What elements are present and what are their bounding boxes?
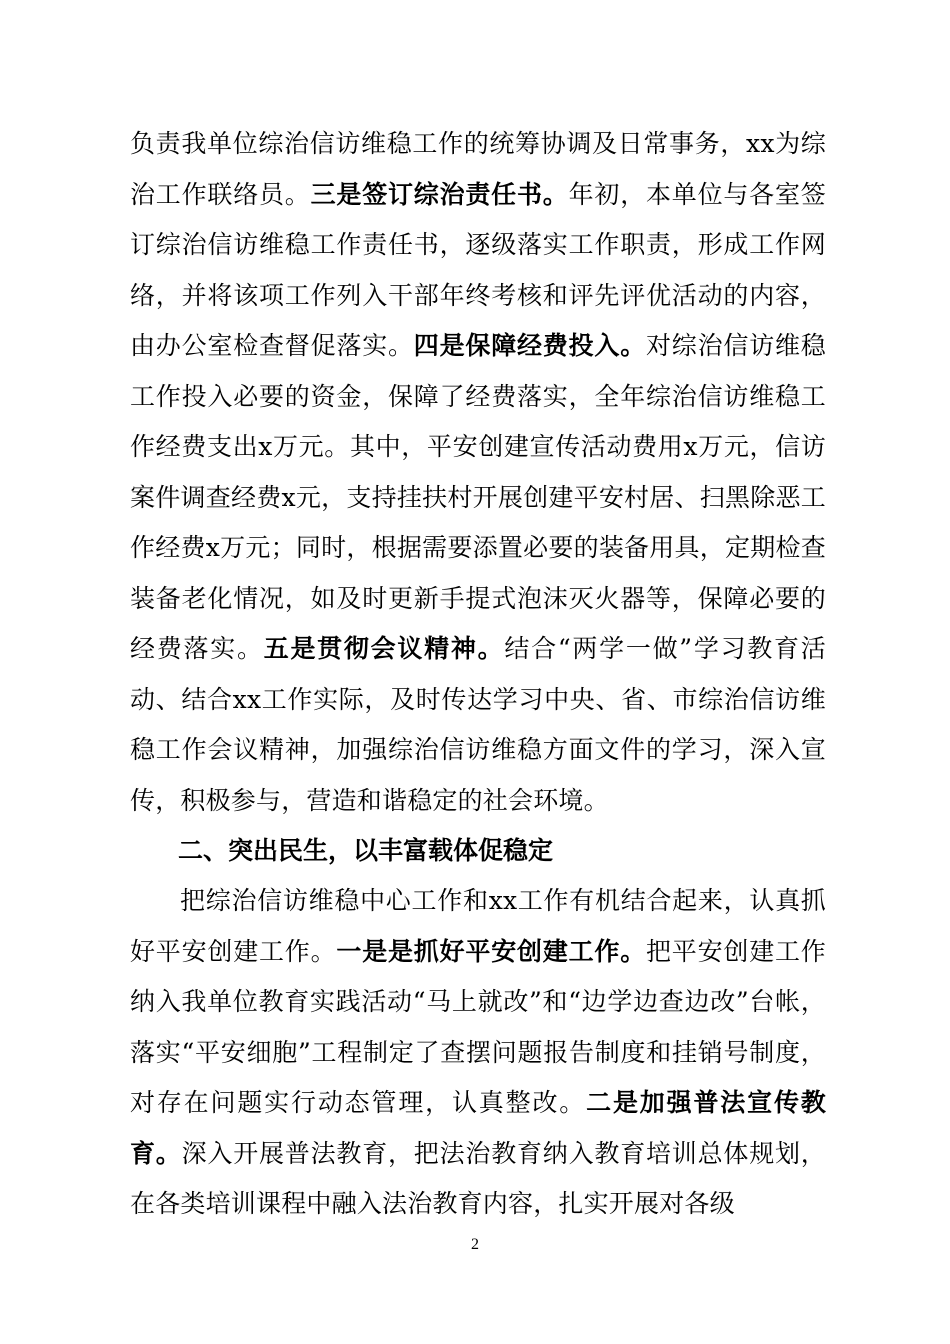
- paragraph-text: 对综治信访维稳工作投入必要的资金，保障了经费落实，全年综治信访维稳工作经费支出x万元。其中，平安创建宣传活动费用x万元，信访案件调查经费x元，支持挂扶村开展创建平安村居、扫黑除恶工作经费x万元；同时，根据需要添置必要的装备用具，定期检查装备老化情况，如及时更新手提式泡沫灭火器等，保障必要的经费落实。: [130, 331, 826, 663]
- body-paragraph-1: [130, 119, 826, 826]
- paragraph-text: 结合“两学一做”学习教育活动、结合xx工作实际，及时传达学习中央、省、市综治信访维稳工作会议精神，加强综治信访维稳方面文件的学习，深入宣传，积极参与，营造和谐稳定的社会环境。: [130, 634, 826, 815]
- body-paragraph-2: [130, 876, 826, 1230]
- page-number: 2: [471, 1236, 479, 1253]
- paragraph-text: 年初，本单位与各室签订综治信访维稳工作责任书，逐级落实工作职责，形成工作网络，并将该项工作列入干部年终考核和评先评优活动的内容，由办公室检查督促落实。: [130, 179, 826, 360]
- bold-subheading: 三是签订综治责任书。: [310, 179, 569, 209]
- bold-subheading: 一是是抓好平安创建工作。: [336, 936, 646, 966]
- paragraph-text: 负责我单位综治信访维稳工作的统筹协调及日常事务，xx为综治工作联络员。: [130, 129, 826, 209]
- section-heading: 二、突出民生，以丰富载体促稳定: [178, 836, 554, 865]
- bold-subheading: 五是贯彻会议精神。: [263, 634, 505, 663]
- paragraph-text: 把平安创建工作纳入我单位教育实践活动“马上就改”和“边学边查边改”台帐，落实“平安细胞”工程制定了查摆问题报告制度和挂销号制度，对存在问题实行动态管理，认真整改。: [130, 936, 826, 1117]
- paragraph-text: 把综治信访维稳中心工作和xx工作有机结合起来，认真抓好平安创建工作。: [130, 886, 826, 966]
- bold-subheading: 四是保障经费投入。: [413, 331, 646, 360]
- paragraph-text: 深入开展普法教育，把法治教育纳入教育培训总体规划，在各类培训课程中融入法治教育内容，扎实开展对各级: [130, 1138, 826, 1218]
- bold-subheading: 二是加强普法宣传教育。: [130, 1088, 826, 1168]
